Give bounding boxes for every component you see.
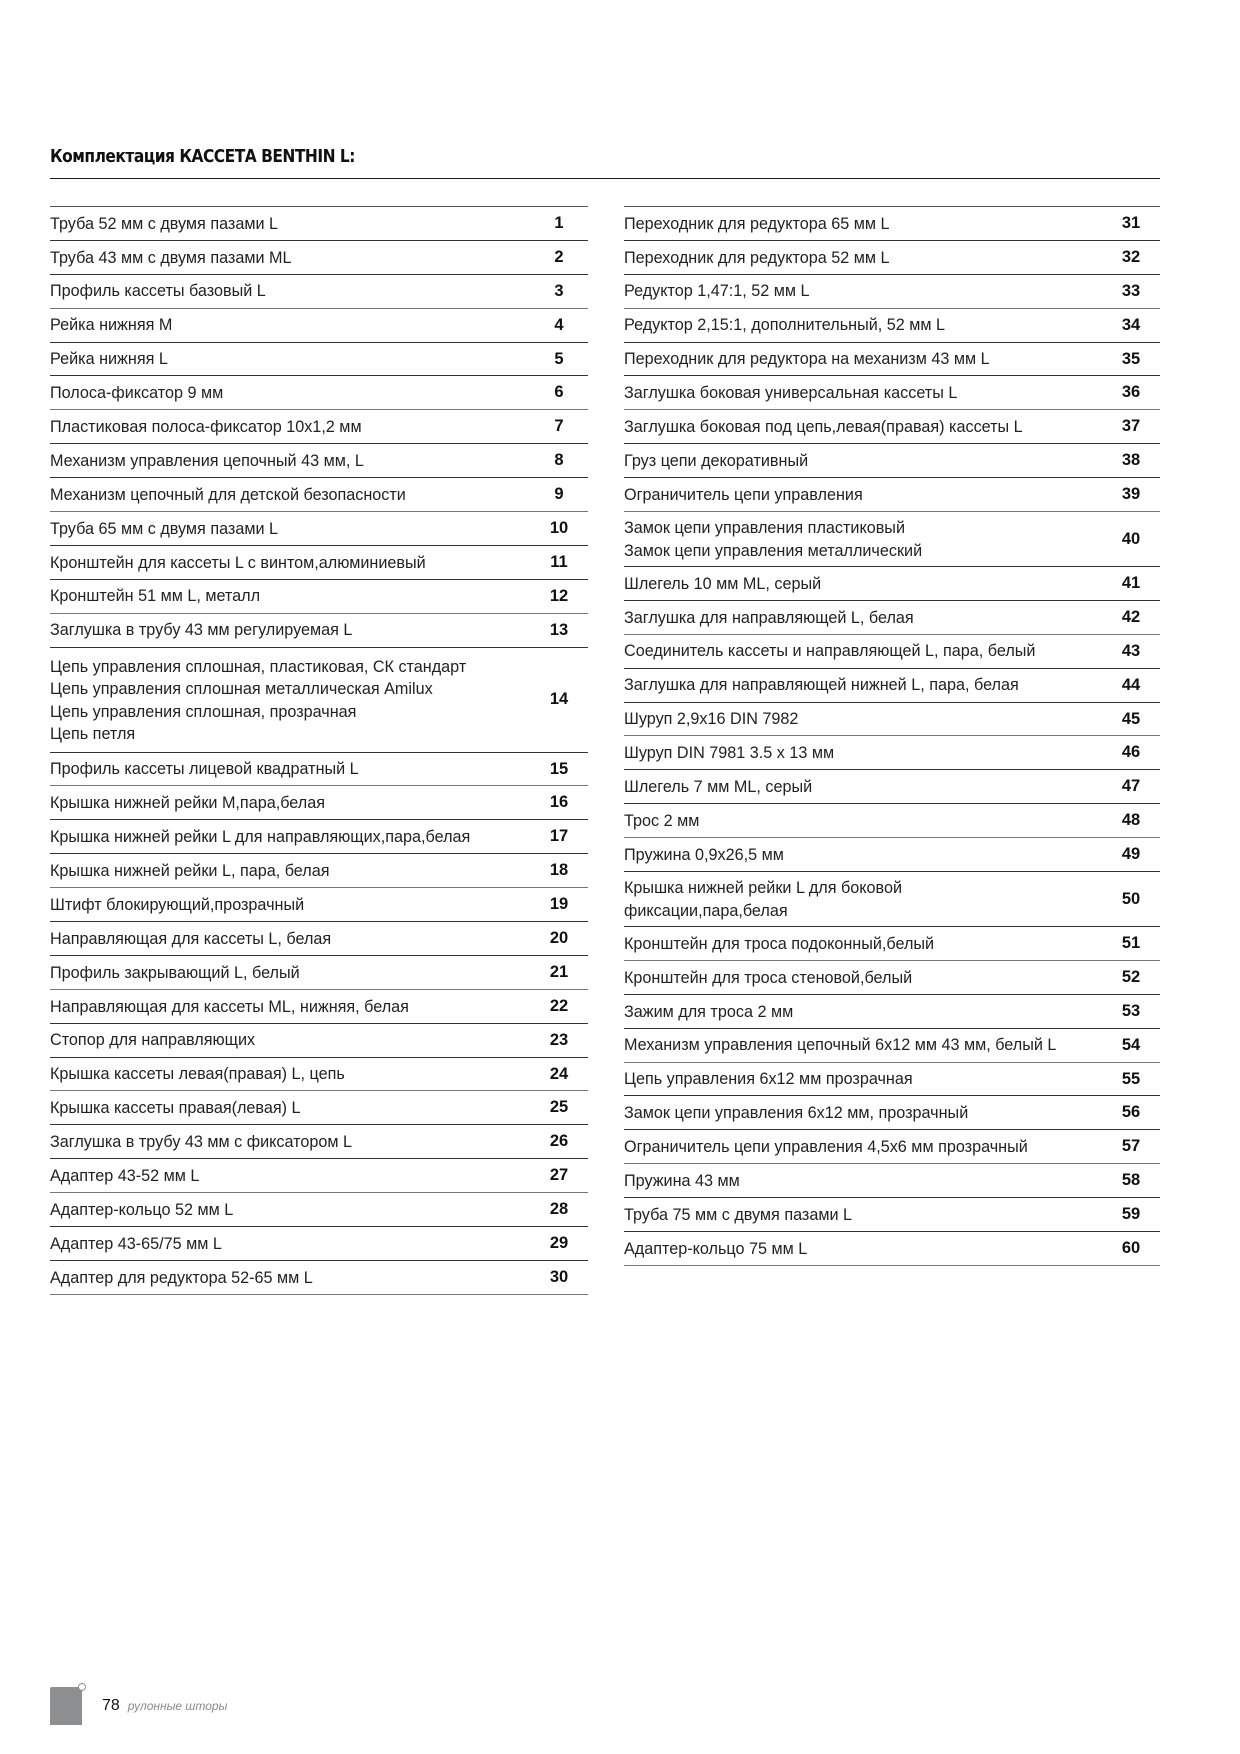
part-description-line: Адаптер 43-65/75 мм L bbox=[50, 1234, 222, 1253]
part-number: 33 bbox=[1121, 281, 1141, 300]
part-number: 6 bbox=[554, 383, 564, 402]
part-number: 39 bbox=[1121, 485, 1141, 504]
table-row bbox=[624, 376, 1160, 410]
part-description bbox=[50, 1126, 530, 1158]
part-description bbox=[50, 991, 530, 1023]
part-description-line: Адаптер 43-52 мм L bbox=[50, 1166, 200, 1185]
part-description bbox=[50, 275, 530, 307]
table-row bbox=[50, 512, 588, 546]
table-row bbox=[624, 804, 1160, 838]
part-description bbox=[50, 787, 530, 819]
title-divider bbox=[50, 178, 1160, 179]
part-description bbox=[624, 1131, 1102, 1163]
part-description bbox=[624, 1233, 1102, 1265]
part-number: 37 bbox=[1121, 417, 1141, 436]
part-description-line: Профиль закрывающий L, белый bbox=[50, 963, 300, 982]
table-row bbox=[50, 820, 588, 854]
part-description-line: Кронштейн для троса подоконный,белый bbox=[624, 934, 935, 953]
part-description bbox=[624, 479, 1102, 511]
part-description-line: Крышка нижней рейки L для боковой bbox=[624, 879, 903, 898]
part-description bbox=[624, 1097, 1102, 1129]
part-description bbox=[50, 208, 530, 240]
table-row bbox=[624, 736, 1160, 770]
part-number: 5 bbox=[554, 349, 564, 368]
part-description-line: Замок цепи управления пластиковый bbox=[624, 519, 905, 538]
part-description bbox=[50, 889, 530, 921]
part-description bbox=[624, 411, 1102, 443]
part-number: 22 bbox=[549, 996, 569, 1015]
part-description-line: Пластиковая полоса-фиксатор 10х1,2 мм bbox=[50, 418, 362, 437]
part-description bbox=[624, 669, 1102, 701]
table-row bbox=[50, 309, 588, 343]
part-number: 7 bbox=[554, 417, 564, 436]
table-row bbox=[624, 635, 1160, 669]
table-row bbox=[50, 786, 588, 820]
part-description-line: Штифт блокирующий,прозрачный bbox=[50, 895, 305, 914]
part-description bbox=[50, 1228, 530, 1260]
part-description-line: Кронштейн для кассеты L с винтом,алюминиевый bbox=[50, 553, 426, 572]
part-number: 11 bbox=[550, 552, 568, 571]
part-description bbox=[50, 957, 530, 989]
table-row bbox=[624, 1130, 1160, 1164]
part-number: 4 bbox=[554, 315, 564, 334]
part-number: 52 bbox=[1121, 967, 1141, 986]
part-description bbox=[624, 805, 1102, 837]
table-row bbox=[50, 1261, 588, 1295]
part-description-line: Ограничитель цепи управления 4,5х6 мм прозрачный bbox=[624, 1138, 1028, 1157]
part-description bbox=[50, 411, 530, 443]
part-description bbox=[624, 343, 1102, 375]
table-row bbox=[624, 410, 1160, 444]
part-description-line: Шуруп DIN 7981 3.5 x 13 мм bbox=[624, 744, 835, 763]
table-row bbox=[50, 376, 588, 410]
table-row bbox=[50, 410, 588, 444]
part-number: 26 bbox=[549, 1132, 569, 1151]
part-description bbox=[50, 547, 530, 579]
part-description-line: Цепь управления сплошная, прозрачная bbox=[50, 702, 357, 721]
part-description-line: Механизм управления цепочный 6х12 мм 43 мм, белый L bbox=[624, 1036, 1057, 1055]
part-description-line: Цепь петля bbox=[50, 725, 136, 744]
parts-table-right bbox=[624, 206, 1160, 1266]
part-description-line: Рейка нижняя L bbox=[50, 350, 168, 369]
table-row bbox=[624, 1096, 1160, 1130]
part-description-line: Цепь управления сплошная металлическая Amilux bbox=[50, 680, 433, 699]
part-number: 51 bbox=[1121, 933, 1141, 952]
part-description-line: Заглушка боковая универсальная кассеты L bbox=[624, 384, 958, 403]
part-description-line: Замок цепи управления 6х12 мм, прозрачный bbox=[624, 1104, 969, 1123]
part-description-line: Соединитель кассеты и направляющей L, пара, белый bbox=[624, 642, 1036, 661]
part-number: 2 bbox=[554, 247, 564, 266]
table-row bbox=[50, 343, 588, 377]
part-number: 32 bbox=[1121, 247, 1141, 266]
table-row bbox=[624, 838, 1160, 872]
part-description bbox=[624, 1063, 1102, 1095]
part-description bbox=[624, 602, 1102, 634]
table-row bbox=[624, 995, 1160, 1029]
part-description bbox=[50, 855, 530, 887]
part-description bbox=[50, 1058, 530, 1090]
part-number: 49 bbox=[1121, 845, 1141, 864]
table-row bbox=[50, 478, 588, 512]
part-description-line: Редуктор 1,47:1, 52 мм L bbox=[624, 282, 810, 301]
part-description-line: Труба 52 мм с двумя пазами L bbox=[50, 214, 278, 233]
part-description-line: Заглушка в трубу 43 мм с фиксатором L bbox=[50, 1133, 352, 1152]
part-description bbox=[50, 242, 530, 274]
table-row bbox=[624, 961, 1160, 995]
part-number: 36 bbox=[1121, 383, 1141, 402]
part-description bbox=[624, 377, 1102, 409]
part-number: 38 bbox=[1121, 451, 1141, 470]
part-description-line: Крышка кассеты правая(левая) L bbox=[50, 1099, 301, 1118]
part-description-line: Редуктор 2,15:1, дополнительный, 52 мм L bbox=[624, 316, 946, 335]
table-row bbox=[624, 567, 1160, 601]
part-description bbox=[50, 1160, 530, 1192]
part-number: 1 bbox=[554, 213, 564, 232]
table-row bbox=[50, 956, 588, 990]
part-description-line: Труба 75 мм с двумя пазами L bbox=[624, 1205, 852, 1224]
part-number: 19 bbox=[549, 895, 569, 914]
part-number: 45 bbox=[1121, 709, 1141, 728]
part-description bbox=[50, 648, 530, 752]
part-description-line: фиксации,пара,белая bbox=[624, 901, 788, 920]
part-description bbox=[50, 445, 530, 477]
part-description-line: Крышка нижней рейки M,пара,белая bbox=[50, 794, 325, 813]
part-number: 47 bbox=[1121, 777, 1141, 796]
part-description-line: Цепь управления 6х12 мм прозрачная bbox=[624, 1070, 913, 1089]
table-row bbox=[624, 669, 1160, 703]
part-description-line: Шуруп 2,9х16 DIN 7982 bbox=[624, 710, 799, 729]
part-description-line: Профиль кассеты лицевой квадратный L bbox=[50, 760, 359, 779]
part-number: 27 bbox=[549, 1166, 569, 1185]
part-description-line: Стопор для направляющих bbox=[50, 1031, 256, 1050]
table-row bbox=[50, 1091, 588, 1125]
part-description bbox=[624, 275, 1102, 307]
part-number: 41 bbox=[1121, 573, 1141, 592]
table-row bbox=[624, 1063, 1160, 1097]
part-number: 46 bbox=[1121, 743, 1141, 762]
part-description-line: Крышка нижней рейки L, пара, белая bbox=[50, 861, 330, 880]
table-row bbox=[50, 648, 588, 753]
part-number: 21 bbox=[549, 962, 569, 981]
part-number: 31 bbox=[1121, 213, 1141, 232]
part-number: 25 bbox=[549, 1098, 569, 1117]
part-number: 50 bbox=[1121, 889, 1141, 908]
part-number: 23 bbox=[549, 1030, 569, 1049]
part-description bbox=[50, 923, 530, 955]
part-description bbox=[624, 737, 1102, 769]
part-description-line: Трос 2 мм bbox=[624, 811, 700, 830]
table-row bbox=[50, 241, 588, 275]
part-description-line: Направляющая для кассеты ML, нижняя, белая bbox=[50, 997, 409, 1016]
part-number: 8 bbox=[554, 451, 564, 470]
part-number: 56 bbox=[1121, 1103, 1141, 1122]
table-row bbox=[624, 207, 1160, 241]
part-description-line: Пружина 0,9х26,5 мм bbox=[624, 845, 784, 864]
part-number: 29 bbox=[549, 1233, 569, 1252]
part-description-line: Профиль кассеты базовый L bbox=[50, 282, 266, 301]
table-row bbox=[50, 546, 588, 580]
part-description-line: Кронштейн 51 мм L, металл bbox=[50, 587, 261, 606]
part-number: 10 bbox=[549, 518, 569, 537]
part-description-line: Крышка нижней рейки L для направляющих,пара,белая bbox=[50, 828, 471, 847]
table-row bbox=[50, 854, 588, 888]
part-description bbox=[624, 703, 1102, 735]
part-description-line: Труба 65 мм с двумя пазами L bbox=[50, 519, 278, 538]
table-row bbox=[50, 1227, 588, 1261]
table-row bbox=[50, 990, 588, 1024]
part-number: 44 bbox=[1121, 675, 1141, 694]
part-number: 55 bbox=[1121, 1069, 1141, 1088]
part-description bbox=[624, 242, 1102, 274]
part-description-line: Механизм управления цепочный 43 мм, L bbox=[50, 451, 364, 470]
table-row bbox=[624, 1164, 1160, 1198]
part-description-line: Механизм цепочный для детской безопасности bbox=[50, 485, 406, 504]
part-description-line: Переходник для редуктора 65 мм L bbox=[624, 214, 890, 233]
part-description-line: Переходник для редуктора на механизм 43 мм L bbox=[624, 350, 990, 369]
part-number: 13 bbox=[549, 620, 569, 639]
table-row bbox=[50, 614, 588, 648]
part-description bbox=[624, 568, 1102, 600]
part-number: 18 bbox=[549, 861, 569, 880]
part-number: 34 bbox=[1121, 315, 1141, 334]
part-number: 54 bbox=[1121, 1035, 1141, 1054]
part-description-line: Адаптер-кольцо 52 мм L bbox=[50, 1200, 234, 1219]
part-description-line: Цепь управления сплошная, пластиковая, СК стандарт bbox=[50, 657, 467, 676]
table-row bbox=[50, 275, 588, 309]
part-description-line: Груз цепи декоративный bbox=[624, 451, 809, 470]
part-description bbox=[624, 208, 1102, 240]
part-description bbox=[50, 1194, 530, 1226]
table-row bbox=[624, 1198, 1160, 1232]
table-row bbox=[624, 343, 1160, 377]
part-number: 58 bbox=[1121, 1171, 1141, 1190]
part-description-line: Полоса-фиксатор 9 мм bbox=[50, 384, 224, 403]
part-description bbox=[624, 1029, 1102, 1061]
part-description bbox=[50, 753, 530, 785]
table-row bbox=[624, 703, 1160, 737]
table-row bbox=[624, 478, 1160, 512]
part-number: 14 bbox=[549, 690, 569, 709]
page-number: 78 bbox=[102, 1697, 120, 1714]
part-number: 28 bbox=[549, 1200, 569, 1219]
part-number: 20 bbox=[549, 928, 569, 947]
table-row bbox=[50, 207, 588, 241]
part-description bbox=[624, 309, 1102, 341]
part-description bbox=[624, 996, 1102, 1028]
part-number: 59 bbox=[1121, 1205, 1141, 1224]
part-description bbox=[624, 445, 1102, 477]
part-description bbox=[50, 1092, 530, 1124]
part-description bbox=[624, 928, 1102, 960]
part-description-line: Заглушка боковая под цепь,левая(правая) кассеты L bbox=[624, 418, 1023, 437]
part-description-line: Переходник для редуктора 52 мм L bbox=[624, 248, 890, 267]
part-description bbox=[624, 962, 1102, 994]
table-row bbox=[50, 1159, 588, 1193]
part-number: 15 bbox=[549, 759, 569, 778]
part-description bbox=[624, 512, 1102, 566]
table-row bbox=[624, 275, 1160, 309]
part-description-line: Заглушка для направляющей нижней L, пара, белая bbox=[624, 676, 1019, 695]
table-row bbox=[50, 753, 588, 787]
part-description bbox=[624, 771, 1102, 803]
table-row bbox=[50, 444, 588, 478]
part-description bbox=[624, 635, 1102, 667]
table-row bbox=[50, 888, 588, 922]
part-number: 9 bbox=[554, 485, 564, 504]
part-description-line: Заглушка в трубу 43 мм регулируемая L bbox=[50, 621, 353, 640]
part-number: 30 bbox=[549, 1267, 569, 1286]
part-description bbox=[624, 839, 1102, 871]
part-description-line: Адаптер-кольцо 75 мм L bbox=[624, 1239, 808, 1258]
page-tab-icon bbox=[50, 1687, 82, 1725]
table-row bbox=[624, 444, 1160, 478]
table-row bbox=[624, 872, 1160, 927]
part-description bbox=[50, 377, 530, 409]
table-row bbox=[624, 1029, 1160, 1063]
part-number: 40 bbox=[1121, 529, 1141, 548]
part-number: 43 bbox=[1121, 641, 1141, 660]
part-number: 60 bbox=[1121, 1238, 1141, 1257]
part-number: 53 bbox=[1121, 1001, 1141, 1020]
table-row bbox=[50, 922, 588, 956]
table-row bbox=[50, 1058, 588, 1092]
table-row bbox=[624, 770, 1160, 804]
table-row bbox=[624, 1232, 1160, 1266]
part-description-line: Зажим для троса 2 мм bbox=[624, 1002, 794, 1021]
part-description bbox=[50, 309, 530, 341]
part-number: 57 bbox=[1121, 1137, 1141, 1156]
page-title: Комплектация КАССЕТА BENTHIN L: bbox=[50, 146, 355, 167]
part-number: 12 bbox=[549, 586, 569, 605]
table-row bbox=[50, 1024, 588, 1058]
part-description-line: Направляющая для кассеты L, белая bbox=[50, 929, 332, 948]
table-row bbox=[624, 241, 1160, 275]
section-name: рулонные шторы bbox=[127, 1699, 228, 1713]
part-description-line: Крышка кассеты левая(правая) L, цепь bbox=[50, 1065, 345, 1084]
table-row bbox=[50, 1193, 588, 1227]
part-description bbox=[624, 1165, 1102, 1197]
part-description bbox=[50, 580, 530, 612]
part-description-line: Шлегель 7 мм ML, серый bbox=[624, 778, 813, 797]
page-footer bbox=[50, 1687, 227, 1725]
part-description bbox=[50, 821, 530, 853]
part-description-line: Шлегель 10 мм ML, серый bbox=[624, 574, 822, 593]
part-description bbox=[50, 1262, 530, 1294]
part-description-line: Труба 43 мм с двумя пазами ML bbox=[50, 248, 292, 267]
part-description bbox=[624, 1199, 1102, 1231]
part-description bbox=[50, 513, 530, 545]
table-row bbox=[50, 580, 588, 614]
parts-table-left bbox=[50, 206, 588, 1295]
part-description-line: Рейка нижняя M bbox=[50, 316, 173, 335]
table-row bbox=[624, 927, 1160, 961]
part-number: 24 bbox=[549, 1064, 569, 1083]
table-row bbox=[624, 309, 1160, 343]
part-number: 3 bbox=[554, 281, 564, 300]
part-number: 16 bbox=[549, 793, 569, 812]
part-description-line: Заглушка для направляющей L, белая bbox=[624, 608, 914, 627]
part-description-line: Адаптер для редуктора 52-65 мм L bbox=[50, 1268, 313, 1287]
table-row bbox=[50, 1125, 588, 1159]
part-description-line: Замок цепи управления металлический bbox=[624, 541, 923, 560]
part-description bbox=[50, 614, 530, 646]
part-number: 42 bbox=[1121, 607, 1141, 626]
table-row bbox=[624, 512, 1160, 567]
part-description-line: Пружина 43 мм bbox=[624, 1171, 740, 1190]
table-row bbox=[624, 601, 1160, 635]
part-number: 17 bbox=[549, 827, 569, 846]
part-description bbox=[50, 1024, 530, 1056]
part-description bbox=[624, 872, 1102, 926]
part-description-line: Кронштейн для троса стеновой,белый bbox=[624, 968, 913, 987]
part-description-line: Ограничитель цепи управления bbox=[624, 485, 863, 504]
part-description bbox=[50, 343, 530, 375]
part-number: 35 bbox=[1121, 349, 1141, 368]
part-description bbox=[50, 479, 530, 511]
part-number: 48 bbox=[1121, 811, 1141, 830]
